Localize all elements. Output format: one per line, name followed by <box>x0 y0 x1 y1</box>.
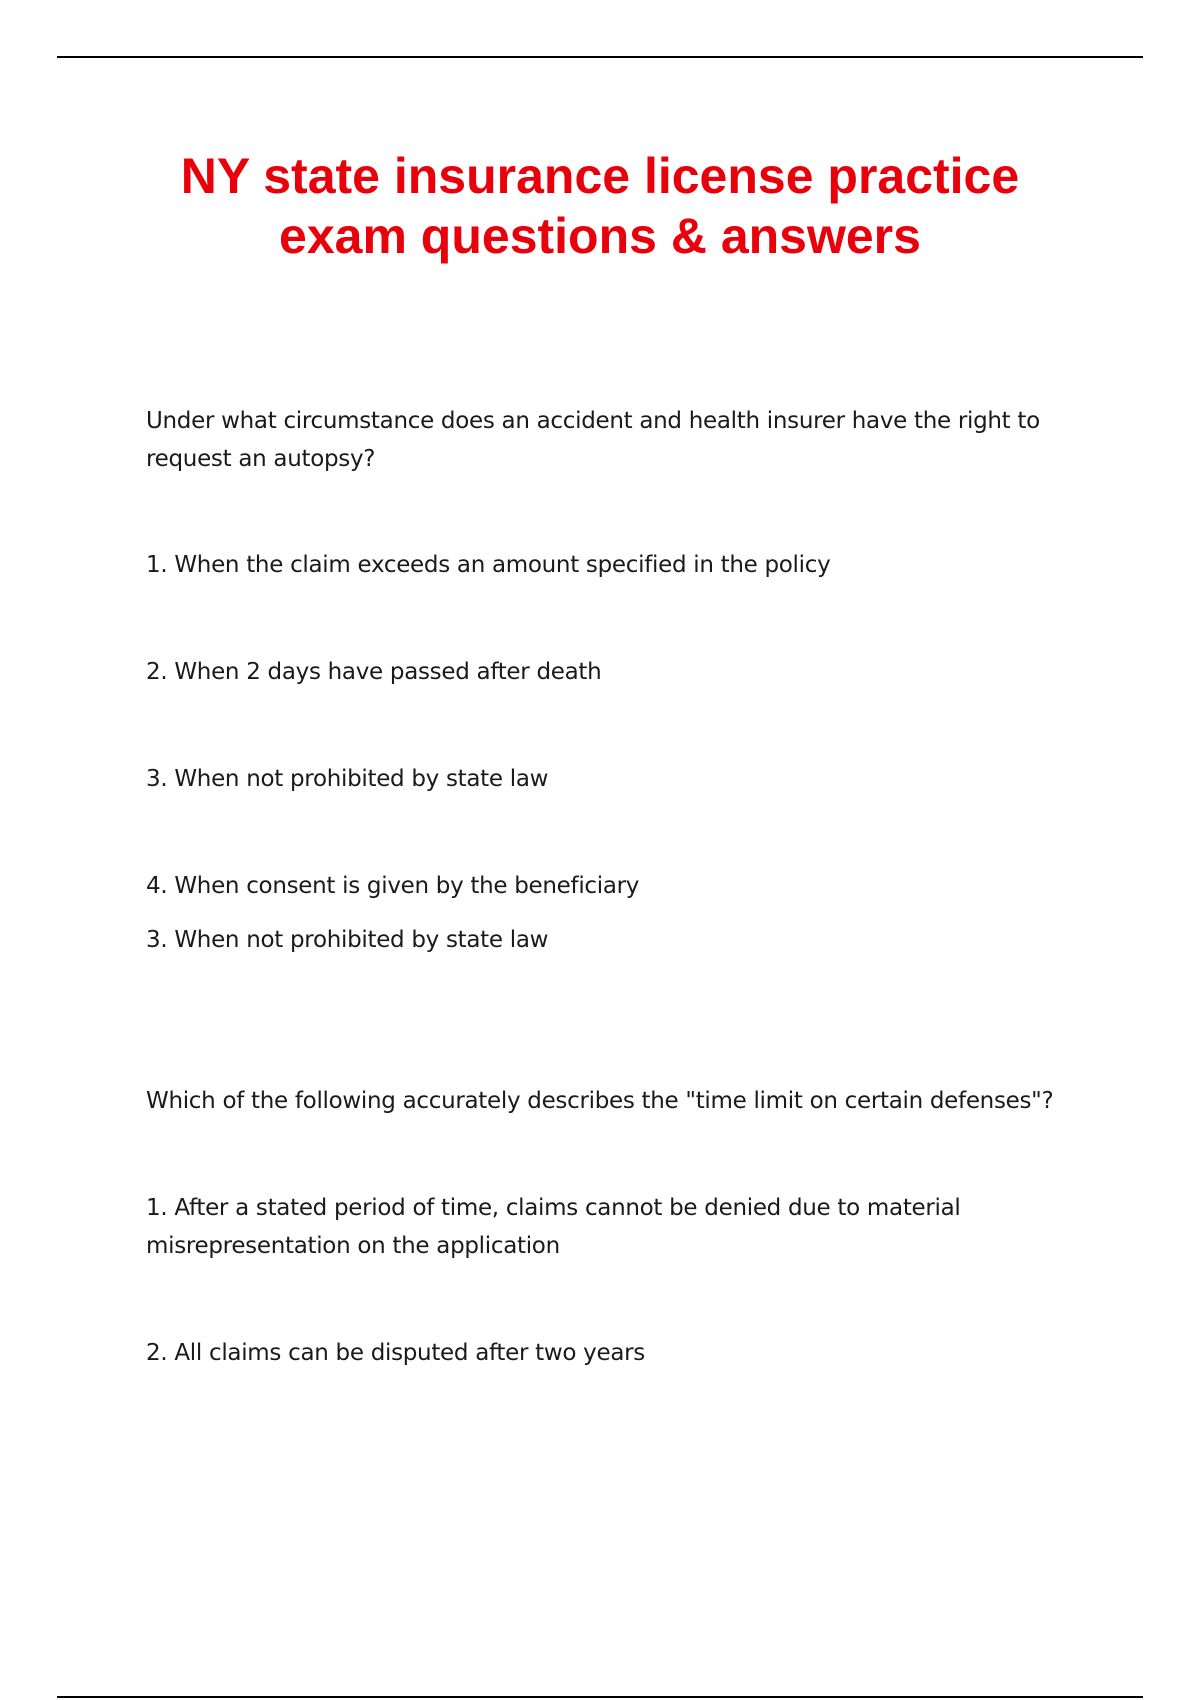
question-1-text: Under what circumstance does an accident and health insurer have the right to request an autopsy? <box>146 408 1040 472</box>
title-line-2: exam questions & answers <box>279 208 921 264</box>
question-2-option-2: 2. All claims can be disputed after two years <box>146 1340 645 1366</box>
question-1-option-4: 4. When consent is given by the beneficiary <box>146 873 640 899</box>
question-2-text: Which of the following accurately describes the "time limit on certain defenses"? <box>146 1088 1054 1114</box>
question-2-option-1: 1. After a stated period of time, claims cannot be denied due to material misrepresentation on the application <box>146 1195 961 1259</box>
document-title <box>100 146 1100 266</box>
bottom-rule <box>57 1696 1143 1698</box>
question-1-answer: 3. When not prohibited by state law <box>146 927 549 953</box>
question-1-option-3: 3. When not prohibited by state law <box>146 766 549 792</box>
question-1-option-2: 2. When 2 days have passed after death <box>146 659 602 685</box>
question-1-option-1: 1. When the claim exceeds an amount specified in the policy <box>146 552 831 578</box>
title-line-1: NY state insurance license practice <box>180 148 1020 204</box>
top-rule <box>57 56 1143 58</box>
